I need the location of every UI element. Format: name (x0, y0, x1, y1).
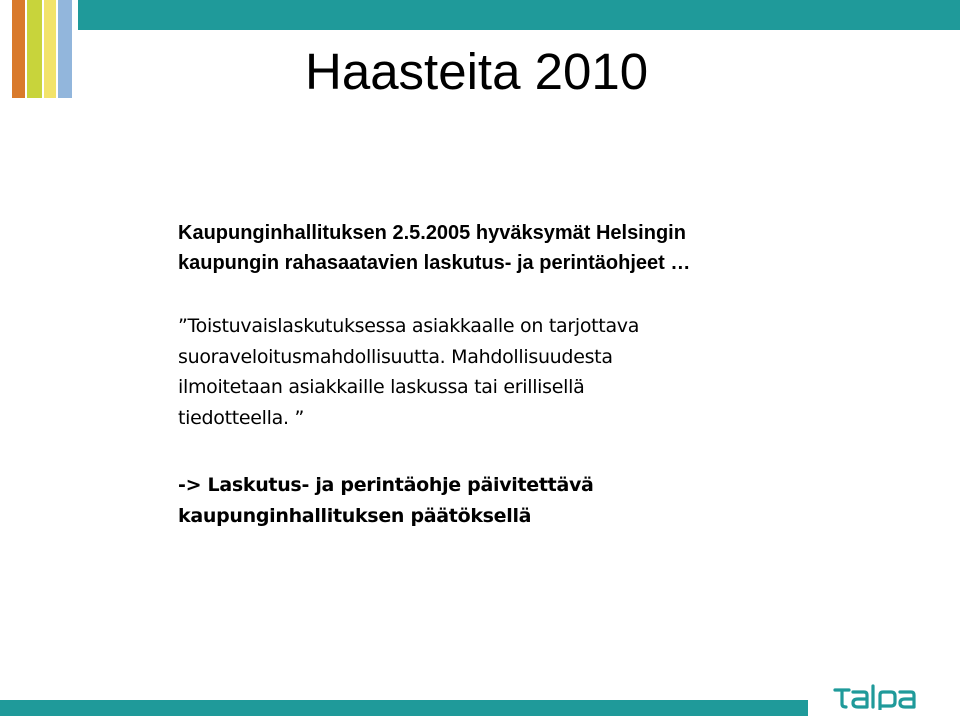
bottom-accent-bar (0, 700, 808, 716)
quote-paragraph (178, 311, 639, 433)
quote-line: tiedotteella. ” (178, 406, 305, 429)
quote-line: ilmoitetaan asiakkaille laskussa tai erillisellä (178, 376, 585, 398)
top-accent-bar (78, 0, 960, 30)
decision-paragraph (178, 218, 690, 278)
decision-line: Kaupunginhallituksen 2.5.2005 hyväksymät Helsingin (178, 222, 686, 244)
slide-title: Haasteita 2010 (305, 43, 649, 100)
talpa-logo (833, 684, 933, 710)
quote-line: ”Toistuvaislaskutuksessa asiakkaalle on tarjottava (178, 315, 640, 337)
stripe-yellow (44, 0, 56, 98)
result-paragraph (178, 470, 594, 532)
result-line: kaupunginhallituksen päätöksellä (178, 505, 532, 527)
talpa-logo-mark (835, 686, 914, 710)
decision-line: kaupungin rahasaatavien laskutus- ja perintäohjeet … (178, 252, 691, 274)
stripe-orange (12, 0, 25, 98)
stripe-lime (27, 0, 42, 98)
stripe-blue (58, 0, 72, 98)
result-line: -> Laskutus- ja perintäohje päivitettävä (178, 474, 594, 496)
quote-line: suoraveloitusmahdollisuutta. Mahdollisuudesta (178, 345, 613, 368)
